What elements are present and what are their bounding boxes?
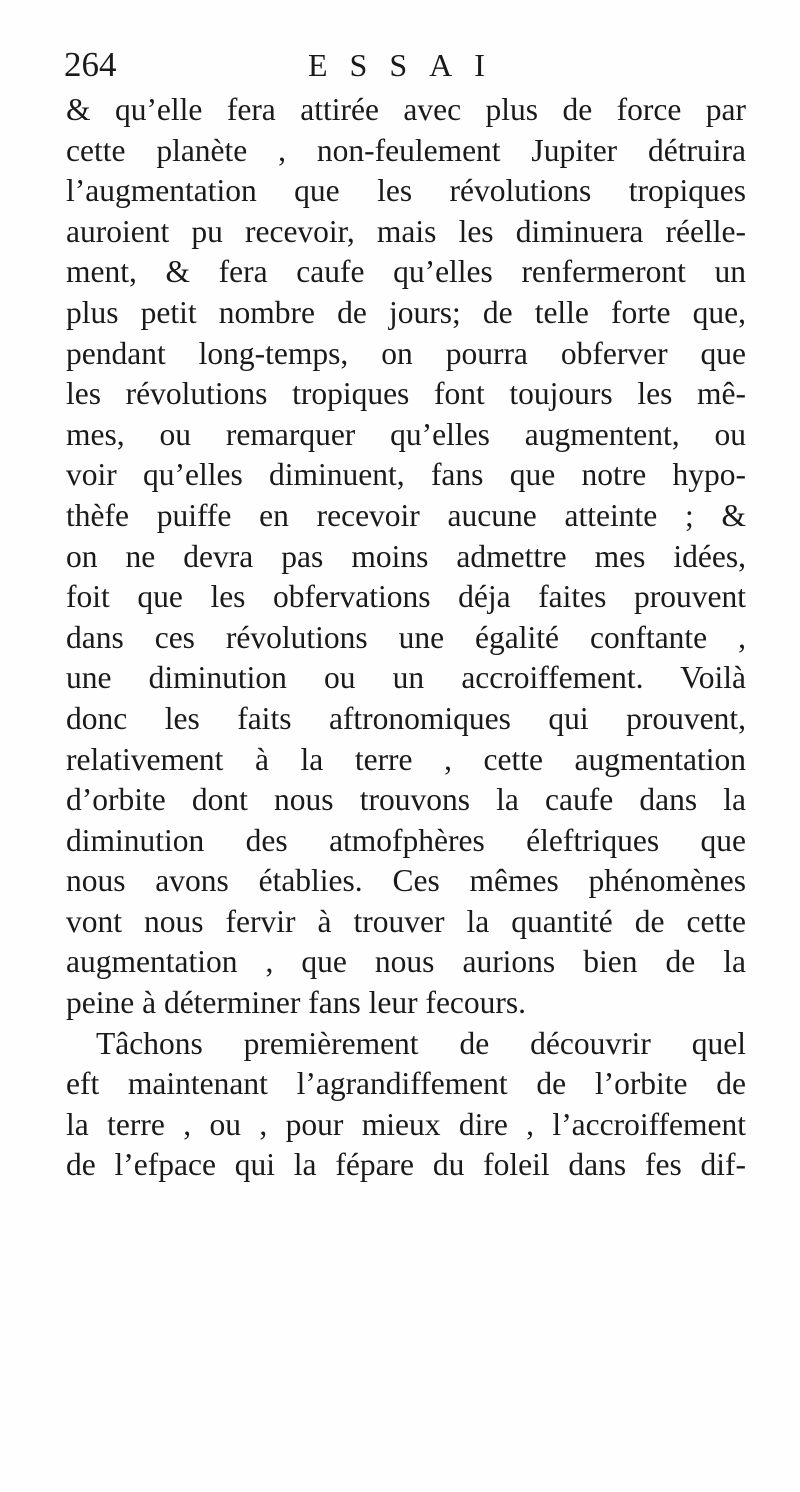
body-text (66, 90, 746, 1186)
text-line: augmentation , que nous aurions bien de la (66, 944, 746, 980)
paragraph-start-line: Tâchons premièrement de découvrir quel (96, 1025, 746, 1061)
text-line: diminution des atmofphères éleftriques que (66, 822, 746, 858)
running-head (64, 40, 764, 90)
text-line: ment, & fera caufe qu’elles renfermeront un (66, 254, 746, 290)
text-line: la terre , ou , pour mieux dire , l’accroiffement (66, 1106, 746, 1142)
text-line: relativement à la terre , cette augmentation (66, 741, 746, 777)
text-line: les révolutions tropiques font toujours les mê- (66, 376, 746, 412)
running-title: ESSAI (308, 47, 507, 83)
text-line: voir qu’elles diminuent, fans que notre hypo- (66, 457, 746, 493)
text-line: eft maintenant l’agrandiffement de l’orbite de (66, 1066, 746, 1102)
text-line: auroient pu recevoir, mais les diminuera réelle- (66, 213, 746, 249)
text-line: on ne devra pas moins admettre mes idées, (66, 538, 746, 574)
text-line: thèfe puiffe en recevoir aucune atteinte ; & (66, 497, 746, 533)
text-line: une diminution ou un accroiffement. Voilà (66, 660, 746, 696)
text-line: d’orbite dont nous trouvons la caufe dans la (66, 782, 746, 818)
text-line: de l’efpace qui la fépare du foleil dans fes dif- (66, 1147, 746, 1183)
text-line: mes, ou remarquer qu’elles augmentent, ou (66, 416, 746, 452)
text-line: foit que les obfervations déja faites prouvent (66, 579, 746, 615)
text-line: cette planète , non-feulement Jupiter détruira (66, 132, 746, 168)
paragraph-end-line: peine à déterminer fans leur fecours. (66, 985, 527, 1021)
text-line: nous avons établies. Ces mêmes phénomènes (66, 863, 746, 899)
text-line: plus petit nombre de jours; de telle forte que, (66, 294, 746, 330)
text-line: donc les faits aftronomiques qui prouvent, (66, 700, 746, 736)
page-number: 264 (64, 45, 117, 84)
text-line: dans ces révolutions une égalité conftante , (66, 619, 746, 655)
text-line: vont nous fervir à trouver la quantité de cette (66, 903, 746, 939)
text-line: l’augmentation que les révolutions tropiques (66, 173, 746, 209)
text-line: pendant long-temps, on pourra obferver que (66, 335, 746, 371)
text-line: & qu’elle fera attirée avec plus de force par (66, 92, 746, 127)
